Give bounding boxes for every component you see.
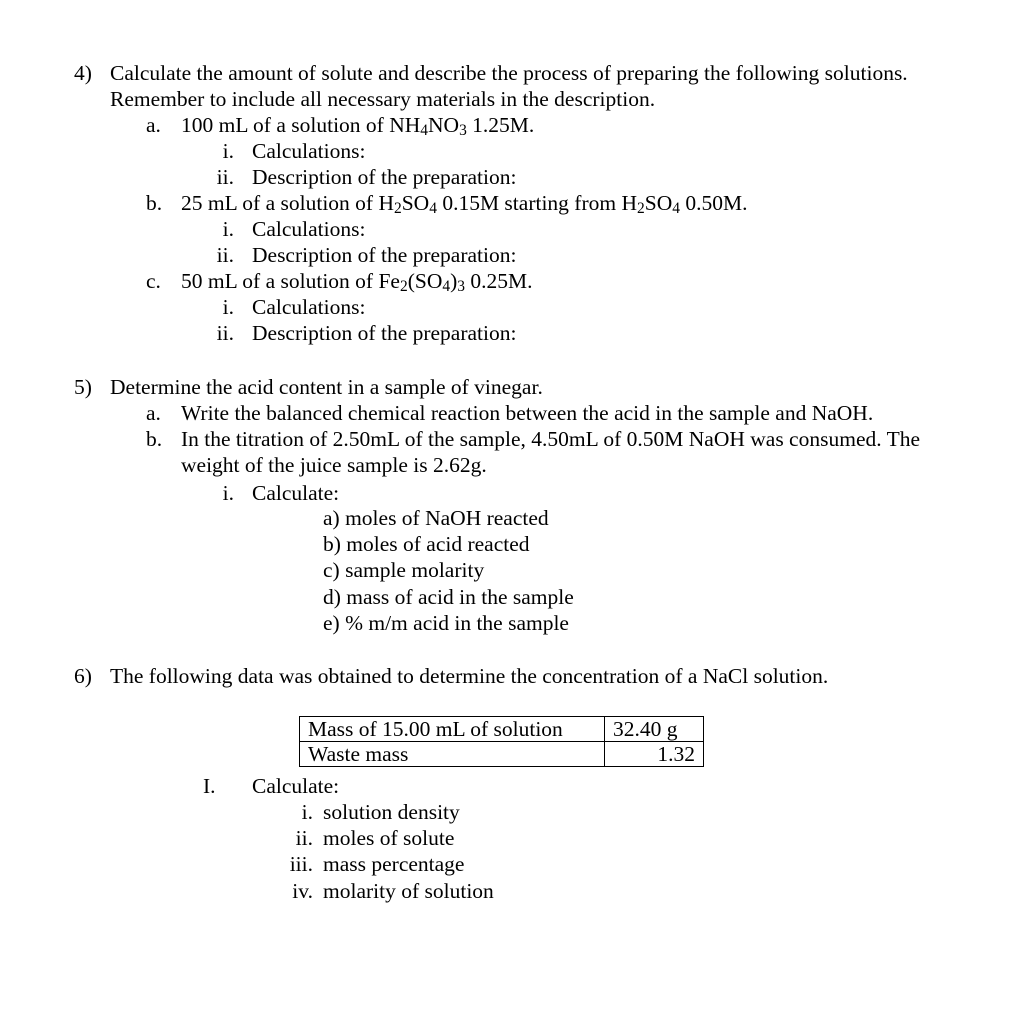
table-cell-value: 32.40 g bbox=[605, 717, 704, 742]
q5-item-d: d) mass of acid in the sample bbox=[323, 585, 574, 609]
q5b-line1: In the titration of 2.50mL of the sample, 4.50mL of 0.50M NaOH was consumed. The bbox=[181, 427, 921, 451]
q5b-i-number: i. bbox=[222, 481, 234, 505]
q6-item-iv-text: molarity of solution bbox=[323, 879, 494, 903]
q4a-calculations: Calculations: bbox=[252, 139, 366, 163]
q4a-i-number: i. bbox=[222, 139, 234, 163]
q4-prompt-line1: Calculate the amount of solute and describe the process of preparing the following solutions. bbox=[110, 61, 908, 85]
table-row bbox=[300, 717, 704, 742]
q6-item-iv-number: iv. bbox=[292, 879, 313, 903]
q4c-calculations: Calculations: bbox=[252, 295, 366, 319]
q4a-text: 100 mL of a solution of $NH_4NO_3$ 1.25M. bbox=[181, 113, 535, 139]
q6-item-ii-number: ii. bbox=[295, 826, 313, 850]
q6-item-ii-text: moles of solute bbox=[323, 826, 455, 850]
q6-title: The following data was obtained to determine the concentration of a NaCl solution. bbox=[110, 664, 829, 688]
data-table bbox=[299, 716, 704, 767]
q4a-description: Description of the preparation: bbox=[252, 165, 517, 189]
q4b-i-number: i. bbox=[222, 217, 234, 241]
q4c-letter: c. bbox=[146, 269, 161, 293]
q5-item-e: e) % m/m acid in the sample bbox=[323, 611, 569, 635]
q4c-description: Description of the preparation: bbox=[252, 321, 517, 345]
q4b-letter: b. bbox=[146, 191, 163, 215]
q5b-letter: b. bbox=[146, 427, 163, 451]
table-cell-label: Mass of 15.00 mL of solution bbox=[300, 717, 605, 742]
table-cell-value: 1.32 bbox=[605, 742, 704, 767]
q6-item-i-text: solution density bbox=[323, 800, 460, 824]
q6-item-iii-number: iii. bbox=[289, 852, 313, 876]
q5b-calculate: Calculate: bbox=[252, 481, 340, 505]
q4a-letter: a. bbox=[146, 113, 161, 137]
q5-item-c: c) sample molarity bbox=[323, 558, 485, 582]
q4b-ii-number: ii. bbox=[216, 243, 234, 267]
table-cell-label: Waste mass bbox=[300, 742, 605, 767]
q4-number: 4) bbox=[74, 61, 92, 85]
q6-calculate: Calculate: bbox=[252, 774, 340, 798]
q5a-text: Write the balanced chemical reaction between the acid in the sample and NaOH. bbox=[181, 401, 874, 425]
q4c-text: 50 mL of a solution of $Fe_2(SO_4)_3$ 0.25M. bbox=[181, 269, 533, 295]
q6-item-i-number: i. bbox=[301, 800, 313, 824]
q4b-description: Description of the preparation: bbox=[252, 243, 517, 267]
q5-title: Determine the acid content in a sample of vinegar. bbox=[110, 375, 543, 399]
q4b-calculations: Calculations: bbox=[252, 217, 366, 241]
q6-number: 6) bbox=[74, 664, 92, 688]
q4c-i-number: i. bbox=[222, 295, 234, 319]
q5-number: 5) bbox=[74, 375, 92, 399]
q4c-ii-number: ii. bbox=[216, 321, 234, 345]
q5-item-a: a) moles of NaOH reacted bbox=[323, 506, 549, 530]
q4a-ii-number: ii. bbox=[216, 165, 234, 189]
q5-item-b: b) moles of acid reacted bbox=[323, 532, 530, 556]
q5b-line2: weight of the juice sample is 2.62g. bbox=[181, 453, 487, 477]
q5a-letter: a. bbox=[146, 401, 161, 425]
table-row bbox=[300, 742, 704, 767]
q4-prompt-line2: Remember to include all necessary materials in the description. bbox=[110, 87, 656, 111]
q6-item-iii-text: mass percentage bbox=[323, 852, 465, 876]
q6-I-number: I. bbox=[203, 774, 216, 798]
q4b-text: 25 mL of a solution of $H_2SO_4$ 0.15M starting from $H_2SO_4$ 0.50M. bbox=[181, 191, 748, 217]
